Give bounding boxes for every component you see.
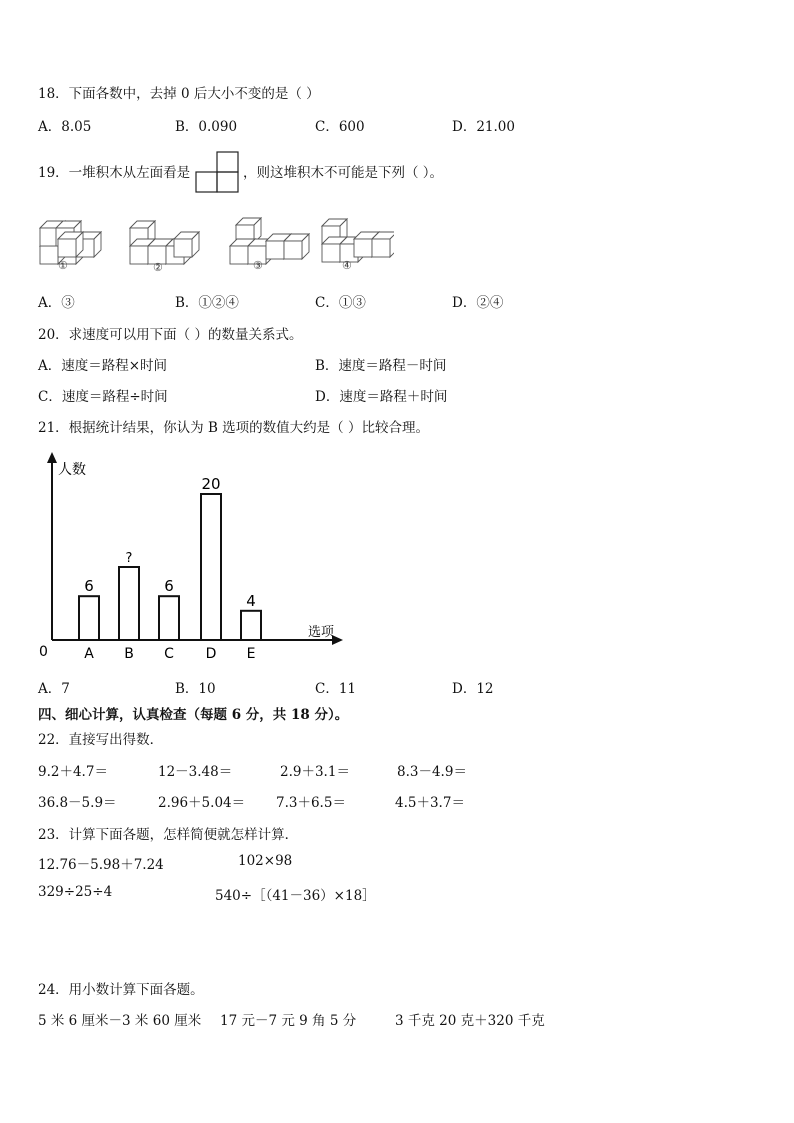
section-title: 四、细心计算，认真检查（每题 6 分，共 18 分）。 [38,707,349,723]
q21-option-c: C．11 [315,681,357,697]
q23-stem: 23．计算下面各题，怎样简便就怎样计算． [38,827,299,843]
q19-option-a: A．③ [38,295,75,311]
q19-option-b: B．①②④ [175,295,239,311]
q21-option-b: B．10 [175,681,216,697]
data-label-b: ? [125,551,133,566]
block-figure-label-1: ① [58,259,68,272]
q20-option-d: D．速度＝路程＋时间 [315,389,448,405]
q24-item-1: 5 米 6 厘米－3 米 60 厘米 [38,1013,202,1029]
block-figure-label-3: ③ [253,259,263,272]
tick-label-a: A [84,646,94,662]
tick-label-b: B [124,646,134,662]
q22-item-4: 8.3－4.9＝ [397,764,467,780]
q22-item-6: 2.96＋5.04＝ [158,795,246,811]
q22-item-5: 36.8－5.9＝ [38,795,117,811]
q24-item-3: 3 千克 20 克＋320 千克 [395,1013,545,1029]
q23-item-2: 102×98 [238,853,293,869]
x-axis-label: 选项 [308,625,335,640]
q22-stem: 22．直接写出得数． [38,732,164,748]
block-figure-4 [322,219,394,272]
block-figure-3 [230,218,309,272]
q21-stem: 21．根据统计结果，你认为 B 选项的数值大约是（ ）比较合理。 [38,420,429,436]
data-label-c: 6 [164,577,174,596]
y-axis-arrow [47,452,57,463]
block-figure-1 [40,221,101,272]
q19-stem-after: ，则这堆积木不可能是下列（ ）。 [243,165,444,181]
chart-bars [79,475,261,662]
q18-option-d: D．21.00 [452,119,515,135]
q21-option-d: D．12 [452,681,494,697]
bar-d [201,494,221,640]
q22-item-7: 7.3＋6.5＝ [276,795,346,811]
q22-item-3: 2.9＋3.1＝ [280,764,350,780]
data-label-e: 4 [246,591,256,610]
q19-option-c: C．①③ [315,295,366,311]
block-figure-label-2: ② [153,261,163,274]
q23-item-4: 540÷［（41－36）×18］ [215,888,376,904]
left-view-figure [194,151,240,193]
bar-e [241,611,261,640]
q20-option-a: A．速度＝路程×时间 [38,358,168,374]
q20-stem: 20．求速度可以用下面（ ）的数量关系式。 [38,327,303,343]
bar-b [119,567,139,640]
q19-stem-before: 19．一堆积木从左面看是 [38,165,191,181]
block-figure-label-4: ④ [342,259,352,272]
q20-option-c: C．速度＝路程÷时间 [38,389,168,405]
q19-option-d: D．②④ [452,295,504,311]
q22-item-2: 12－3.48＝ [158,764,233,780]
q18-option-a: A．8.05 [38,119,92,135]
q24-item-2: 17 元－7 元 9 角 5 分 [220,1013,357,1029]
bar-a [79,596,99,640]
q18-option-c: C．600 [315,119,365,135]
bar-chart [30,448,360,666]
origin-label: 0 [39,644,48,660]
q23-item-1: 12.76－5.98＋7.24 [38,857,164,873]
q21-option-a: A．7 [38,681,70,697]
q23-item-3: 329÷25÷4 [38,884,113,900]
q18-stem: 18．下面各数中，去掉 0 后大小不变的是（ ） [38,86,320,102]
data-label-d: 20 [201,475,221,493]
tick-label-e: E [246,646,256,662]
y-axis-label: 人数 [58,462,86,478]
data-label-a: 6 [84,577,94,596]
q24-stem: 24．用小数计算下面各题。 [38,982,204,998]
block-figure-2 [130,221,199,274]
q22-item-8: 4.5＋3.7＝ [395,795,465,811]
q22-item-1: 9.2＋4.7＝ [38,764,108,780]
tick-label-c: C [164,646,174,662]
block-figures [34,208,394,276]
tick-label-d: D [205,646,217,662]
bar-c [159,596,179,640]
q18-option-b: B．0.090 [175,119,238,135]
q20-option-b: B．速度＝路程－时间 [315,358,447,374]
